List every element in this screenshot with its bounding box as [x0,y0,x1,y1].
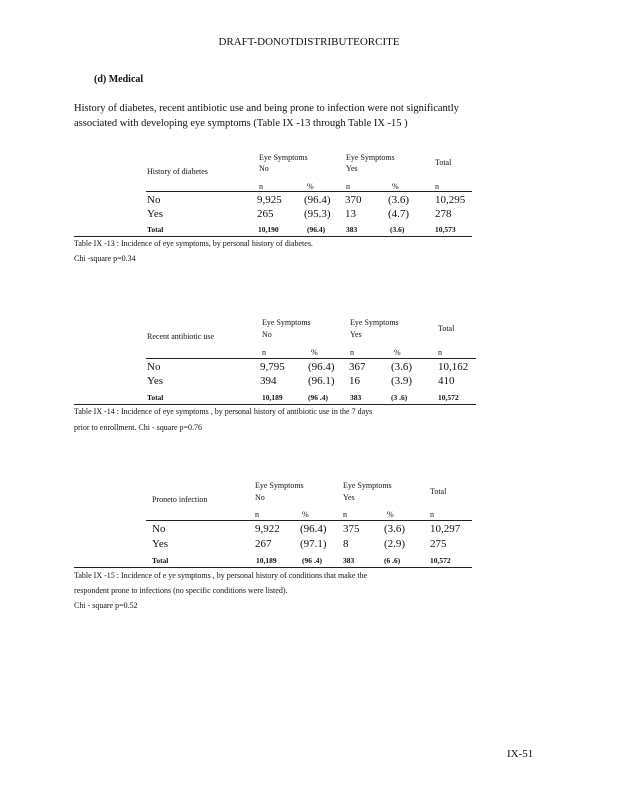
cell: 9,922 [255,523,280,535]
paragraph-line-1: History of diabetes, recent antibiotic use and being prone to infection were not significantly [74,103,459,114]
cell: (4.7) [388,208,410,220]
label-n: n [430,510,434,519]
cell: 383 [346,225,358,234]
cell: 275 [430,538,447,550]
table-rule [74,236,472,237]
cell: (97.1) [300,538,327,550]
cell: 10,572 [438,393,459,402]
cell: 394 [260,375,277,387]
label-n: n [346,182,350,191]
table-caption: Table IX -15 : Incidence of e ye symptoms , by personal history of conditions that make the [74,571,368,580]
row-label: No [147,361,161,373]
cell: 10,297 [430,523,461,535]
row-header: Proneto infection [152,495,208,504]
cell: 10,573 [435,225,456,234]
cell: (3.6) [384,523,406,535]
cell: 383 [350,393,362,402]
label-pct: % [307,182,314,191]
cell: (96.4) [308,361,335,373]
cell: 278 [435,208,452,220]
col-header-no: Eye Symptoms [255,481,304,490]
label-n: n [343,510,347,519]
cell: 383 [343,556,355,565]
label-n: n [255,510,259,519]
cell: 9,925 [257,194,282,206]
cell: (6 .6) [384,556,401,565]
label-pct: % [392,182,399,191]
cell: 9,795 [260,361,285,373]
cell: (3.6) [388,194,410,206]
col-header-no: Eye Symptoms [262,318,311,327]
cell: 8 [343,538,349,550]
cell: 10,189 [256,556,277,565]
col-sub-no: No [255,493,265,502]
cell: 10,190 [258,225,279,234]
cell: 265 [257,208,274,220]
cell: 10,189 [262,393,283,402]
table-rule [146,191,472,192]
cell: (3.6) [391,361,413,373]
cell: 10,295 [435,194,466,206]
label-n: n [262,348,266,357]
table-rule [146,520,472,521]
col-header-yes: Eye Symptoms [346,153,395,162]
cell: (95.3) [304,208,331,220]
cell: 375 [343,523,360,535]
col-sub-yes: Yes [346,164,358,173]
col-sub-yes: Yes [350,330,362,339]
total-label: Total [147,225,164,234]
col-sub-no: No [259,164,269,173]
row-label: Yes [147,208,164,220]
label-pct: % [311,348,318,357]
cell: (96.4) [304,194,331,206]
row-header: History of diabetes [147,167,208,176]
cell: (96.1) [308,375,335,387]
cell: (96 .4) [302,556,322,565]
cell: (3.9) [391,375,413,387]
label-pct: % [394,348,401,357]
cell: (3.6) [390,225,405,234]
cell: 267 [255,538,272,550]
total-label: Total [152,556,169,565]
cell: (2.9) [384,538,406,550]
section-heading: (d) Medical [94,74,144,85]
page-number: IX-51 [507,748,534,760]
total-label: Total [147,393,164,402]
col-sub-yes: Yes [343,493,355,502]
col-header-total: Total [435,158,452,167]
cell: (3 .6) [391,393,408,402]
col-header-total: Total [438,324,455,333]
cell: (96.4) [300,523,327,535]
cell: 16 [349,375,360,387]
row-label: No [152,523,166,535]
table-caption: Chi - square p=0.52 [74,601,138,610]
cell: 367 [349,361,366,373]
cell: 410 [438,375,455,387]
col-header-yes: Eye Symptoms [343,481,392,490]
table-caption: Table IX -14 : Incidence of eye symptoms , by personal history of antibiotic use in the 7 days [74,407,373,416]
table-caption: Chi -square p=0.34 [74,254,136,263]
row-label: Yes [152,538,169,550]
label-n: n [438,348,442,357]
col-header-yes: Eye Symptoms [350,318,399,327]
paragraph-line-2: associated with developing eye symptoms (Table IX -13 through Table IX -15 ) [74,118,408,129]
page-header: DRAFT-DONOTDISTRIBUTEORCITE [218,36,400,48]
table-rule [74,567,472,568]
col-header-no: Eye Symptoms [259,153,308,162]
col-header-total: Total [430,487,447,496]
label-n: n [259,182,263,191]
row-label: Yes [147,375,164,387]
row-header: Recent antibiotic use [147,332,215,341]
table-rule [74,404,476,405]
table-rule [146,358,476,359]
cell: 10,162 [438,361,469,373]
cell: (96 .4) [308,393,328,402]
label-n: n [435,182,439,191]
col-sub-no: No [262,330,272,339]
label-pct: % [302,510,309,519]
table-caption: Table IX -13 : Incidence of eye symptoms, by personal history of diabetes. [74,239,313,248]
cell: 370 [345,194,362,206]
table-caption: prior to enrollment. Chi - square p=0.76 [74,423,203,432]
cell: 10,572 [430,556,451,565]
row-label: No [147,194,161,206]
label-pct: % [387,510,394,519]
cell: 13 [345,208,356,220]
cell: (96.4) [307,225,326,234]
table-caption: respondent prone to infections (no specific conditions were listed). [74,586,288,595]
label-n: n [350,348,354,357]
